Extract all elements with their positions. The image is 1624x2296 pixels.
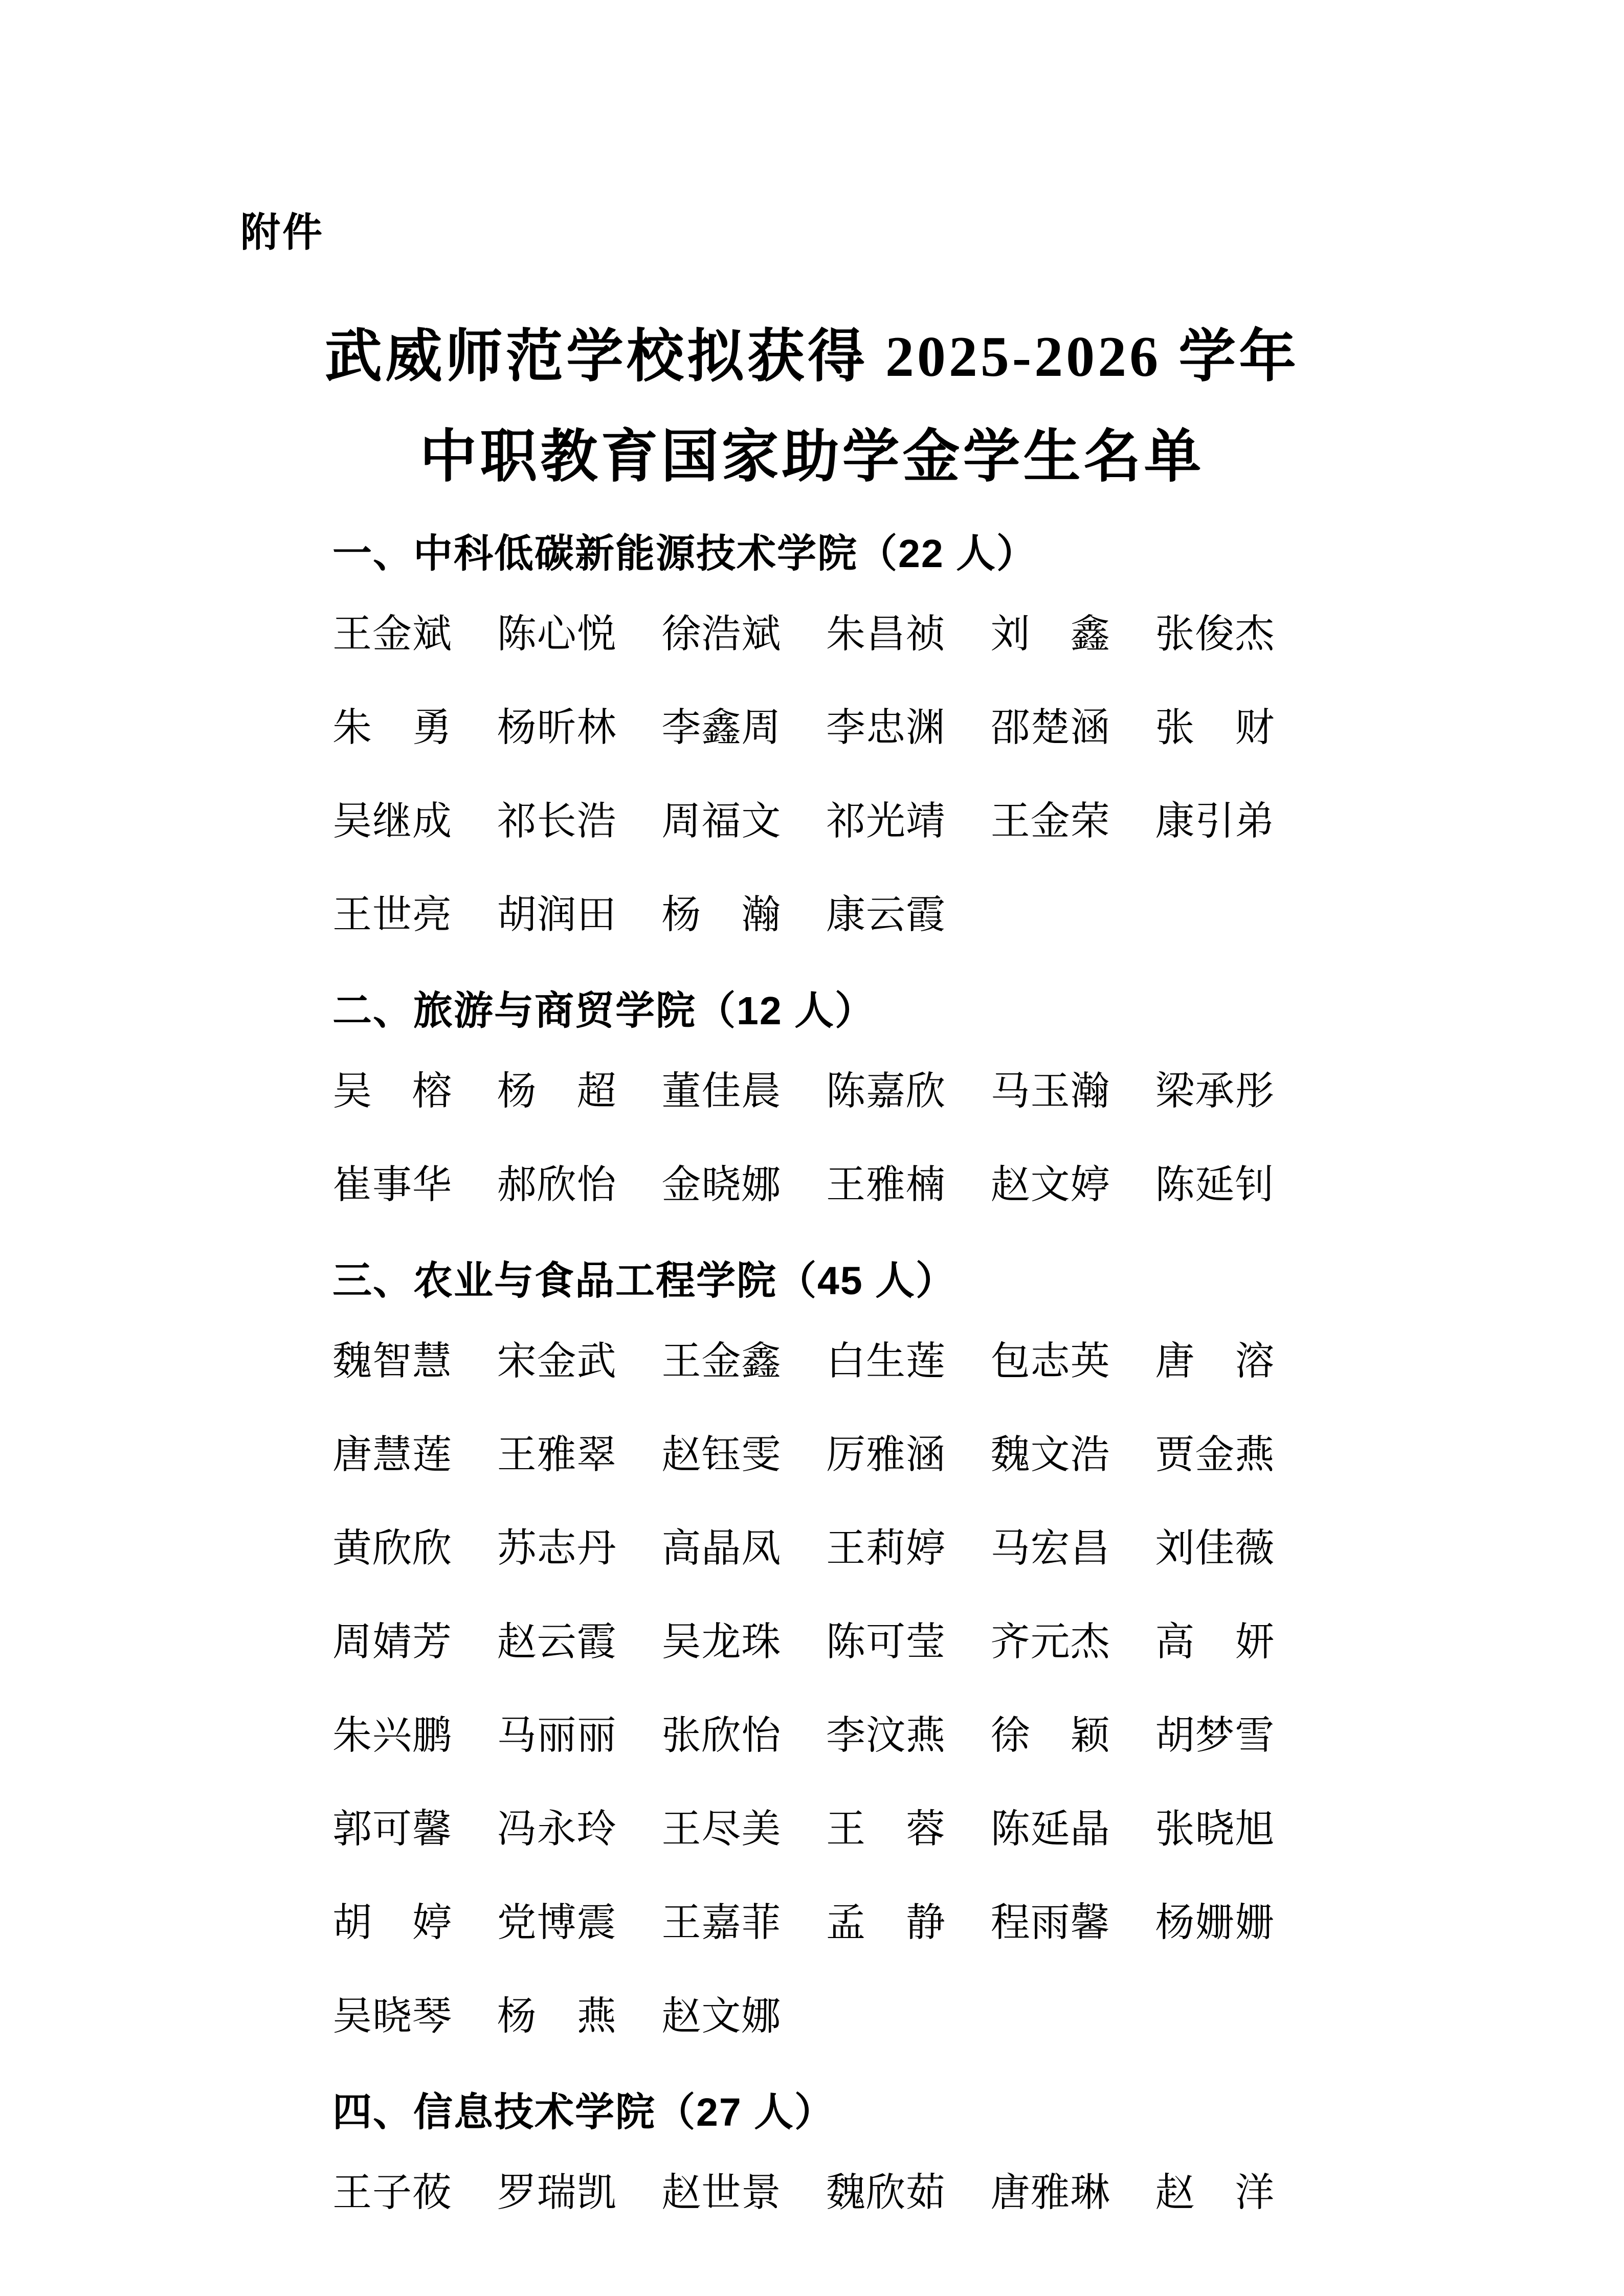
name-row (332, 1897, 1320, 1948)
student-name: 陈心悦 (497, 612, 617, 656)
student-name: 厉雅涵 (826, 1433, 946, 1477)
student-name: 朱兴鹏 (332, 1714, 452, 1758)
section-heading: 四、信息技术学院（27 人） (332, 2090, 835, 2134)
student-name: 党博震 (497, 1901, 617, 1945)
name-row (332, 702, 1320, 753)
student-name: 吴 榕 (332, 1069, 452, 1113)
student-name: 孟 静 (826, 1901, 946, 1945)
student-name: 陈可莹 (826, 1620, 946, 1664)
student-name: 唐 溶 (1155, 1339, 1275, 1383)
student-name: 魏文浩 (990, 1433, 1110, 1477)
student-name: 唐雅琳 (990, 2171, 1110, 2215)
student-name: 周婧芳 (332, 1620, 452, 1664)
section-heading: 二、旅游与商贸学院（12 人） (332, 989, 876, 1033)
student-name: 杨 超 (497, 1069, 617, 1113)
student-name: 高 妍 (1155, 1620, 1275, 1664)
student-name: 贾金燕 (1155, 1433, 1275, 1477)
student-name: 朱 勇 (332, 706, 452, 750)
student-name: 赵 洋 (1155, 2171, 1275, 2215)
sections-container (332, 511, 1320, 2261)
student-name: 杨昕林 (497, 706, 617, 750)
name-row (332, 2167, 1320, 2218)
student-name: 陈延钊 (1155, 1163, 1275, 1207)
section-heading: 一、中科低碳新能源技术学院（22 人） (332, 532, 1037, 576)
student-name: 宋金武 (497, 1339, 617, 1383)
student-name: 张 财 (1155, 706, 1275, 750)
student-name: 王莉婷 (826, 1526, 946, 1570)
student-name: 邵楚涵 (990, 706, 1110, 750)
student-name: 杨 燕 (497, 1994, 617, 2038)
student-name: 杨 瀚 (661, 893, 782, 937)
student-name: 张晓旭 (1155, 1807, 1275, 1851)
student-name: 王嘉菲 (661, 1901, 782, 1945)
name-row (332, 1710, 1320, 1761)
student-name: 刘佳薇 (1155, 1526, 1275, 1570)
student-name: 张欣怡 (661, 1714, 782, 1758)
student-name: 董佳晨 (661, 1069, 782, 1113)
student-name: 梁承彤 (1155, 1069, 1275, 1113)
student-name: 祁长浩 (497, 799, 617, 843)
student-name: 程雨馨 (990, 1901, 1110, 1945)
student-name: 康引弟 (1155, 799, 1275, 843)
student-name: 唐慧莲 (332, 1433, 452, 1477)
title-line-2: 中职教育国家助学金学生名单 (419, 425, 1205, 489)
student-name: 周福文 (661, 799, 782, 843)
student-name: 赵文婷 (990, 1163, 1110, 1207)
student-name: 李鑫周 (661, 706, 782, 750)
student-name: 王 蓉 (826, 1807, 946, 1851)
attachment-label: 附件 (240, 210, 325, 255)
student-name: 王金鑫 (661, 1339, 782, 1383)
student-name: 胡梦雪 (1155, 1714, 1275, 1758)
student-name: 吴龙珠 (661, 1620, 782, 1664)
student-name: 王世亮 (332, 893, 452, 937)
student-name: 崔事华 (332, 1163, 452, 1207)
student-name: 魏智慧 (332, 1339, 452, 1383)
student-name: 包志英 (990, 1339, 1110, 1383)
student-name: 朱昌祯 (826, 612, 946, 656)
student-name: 高晶凤 (661, 1526, 782, 1570)
student-name: 罗瑞凯 (497, 2171, 617, 2215)
student-name: 杨姗姗 (1155, 1901, 1275, 1945)
student-name: 王雅翠 (497, 1433, 617, 1477)
student-name: 胡 婷 (332, 1901, 452, 1945)
student-name: 张俊杰 (1155, 612, 1275, 656)
student-name: 冯永玲 (497, 1807, 617, 1851)
name-row (332, 1804, 1320, 1855)
student-name: 黄欣欣 (332, 1526, 452, 1570)
name-row (332, 1523, 1320, 1574)
student-name: 齐元杰 (990, 1620, 1110, 1664)
student-name: 马丽丽 (497, 1714, 617, 1758)
student-name: 马宏昌 (990, 1526, 1110, 1570)
document-title (0, 307, 1624, 507)
student-name: 赵世景 (661, 2171, 782, 2215)
student-name: 王子莜 (332, 2171, 452, 2215)
student-name: 苏志丹 (497, 1526, 617, 1570)
student-name: 陈嘉欣 (826, 1069, 946, 1113)
student-name: 王雅楠 (826, 1163, 946, 1207)
student-name: 赵云霞 (497, 1620, 617, 1664)
student-name: 陈延晶 (990, 1807, 1110, 1851)
name-row (332, 609, 1320, 660)
name-row (332, 796, 1320, 847)
student-name: 祁光靖 (826, 799, 946, 843)
name-row (332, 1159, 1320, 1210)
student-name: 白生莲 (826, 1339, 946, 1383)
student-name: 马玉瀚 (990, 1069, 1110, 1113)
student-name: 刘 鑫 (990, 612, 1110, 656)
student-name: 胡润田 (497, 893, 617, 937)
name-row (332, 1336, 1320, 1387)
student-name: 吴晓琴 (332, 1994, 452, 2038)
student-name: 郝欣怡 (497, 1163, 617, 1207)
student-name: 徐 颖 (990, 1714, 1110, 1758)
student-name: 王金荣 (990, 799, 1110, 843)
name-row (332, 1429, 1320, 1480)
student-name: 金晓娜 (661, 1163, 782, 1207)
student-name: 李汶燕 (826, 1714, 946, 1758)
section-heading: 三、农业与食品工程学院（45 人） (332, 1259, 956, 1303)
student-name: 徐浩斌 (661, 612, 782, 656)
student-name: 魏欣茹 (826, 2171, 946, 2215)
student-name: 李忠渊 (826, 706, 946, 750)
name-row (332, 889, 1320, 940)
student-name: 王尽美 (661, 1807, 782, 1851)
student-name: 吴继成 (332, 799, 452, 843)
name-row (332, 1991, 1320, 2042)
student-name: 赵钰雯 (661, 1433, 782, 1477)
student-name: 王金斌 (332, 612, 452, 656)
name-row (332, 1616, 1320, 1668)
student-name: 郭可馨 (332, 1807, 452, 1851)
title-line-1: 武威师范学校拟获得 2025-2026 学年 (324, 325, 1300, 389)
student-name: 康云霞 (826, 893, 946, 937)
student-name: 赵文娜 (661, 1994, 782, 2038)
name-row (332, 1066, 1320, 1117)
